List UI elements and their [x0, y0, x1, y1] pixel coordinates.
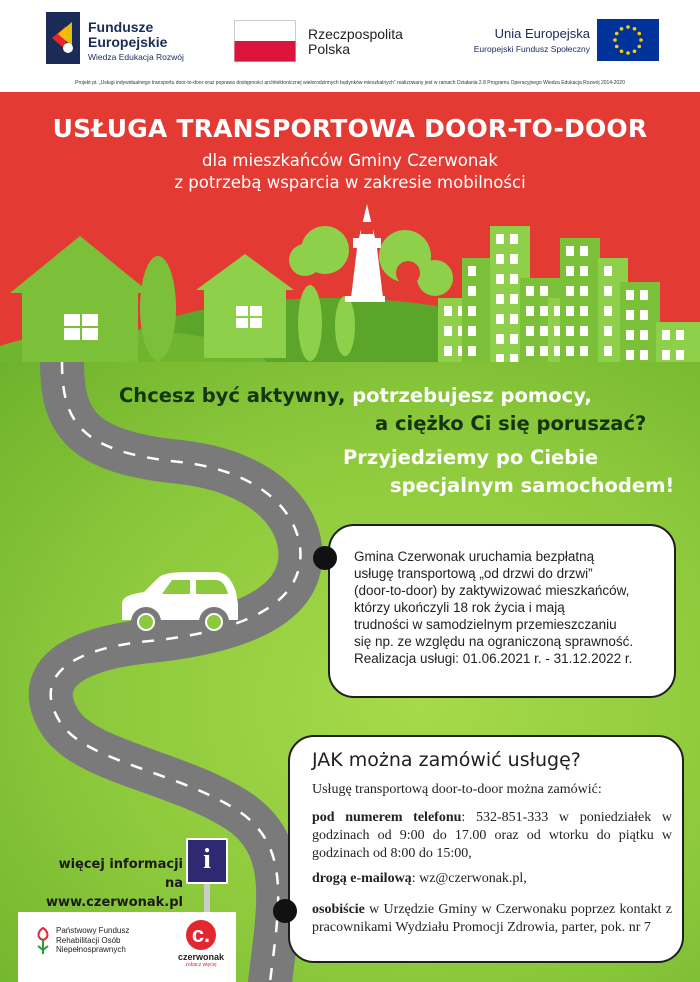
office-label: osobiście: [312, 902, 365, 917]
partner-logos: [18, 912, 236, 982]
info-line: (door-to-door) by zaktywizować mieszkańców,: [354, 583, 630, 598]
card-connector-dot: [273, 899, 297, 923]
office-text: w Urzędzie Gminy w Czerwonaku poprzez kontakt z pracownikami Wydziału Promocji Zdrowia, parter, pok. nr 7: [312, 902, 672, 935]
info-line: którzy ukończyli 18 rok życia i mają: [354, 600, 565, 615]
info-line: się np. ze względu na ograniczoną sprawność.: [354, 634, 634, 649]
fe-line1: Fundusze: [88, 19, 154, 35]
slogan: [0, 384, 700, 504]
sign-post: [204, 884, 210, 914]
phone-text: : 532-851-333 w poniedziałek w godzinach od 9:00 do 17.00 oraz od wtorku do piątku w godzinach od 8:00 do 15:00,: [312, 810, 672, 861]
order-intro: Usługę transportową door-to-door można zamówić:: [312, 782, 602, 797]
info-card: [328, 524, 676, 698]
fundusze-europejskie-logo: [88, 20, 184, 62]
card-connector-dot: [313, 546, 337, 570]
slogan-line4: specjalnym samochodem!: [390, 474, 675, 497]
slogan-line2: a ciężko Ci się poruszać?: [375, 412, 647, 435]
rzeczpospolita-logo: [308, 27, 403, 57]
info-sign-icon: i: [186, 838, 228, 884]
project-note: Projekt pt. „Usługi indywidualnego transportu door-to-door oraz poprawa dostępności architektonicznej wielorodzinnych budynków mieszkalnych” realizowany jest w ramach Działania 2.8 Programu Operacyjnego Wiedza Edukacja Rozwój 2014-2020: [75, 80, 625, 86]
town-skyline-illustration: [0, 198, 700, 368]
fe-line2: Europejskie: [88, 34, 168, 50]
website-link[interactable]: www.czerwonak.pl: [46, 895, 183, 910]
info-line: trudności w samodzielnym przemieszczaniu: [354, 617, 617, 632]
ue-line2: Europejski Fundusz Społeczny: [473, 44, 590, 54]
info-card-text: [354, 548, 654, 667]
order-office: [312, 901, 672, 937]
order-phone: [312, 809, 672, 863]
slogan-line1: [119, 384, 592, 408]
slogan-q1-white: potrzebujesz pomocy,: [345, 384, 592, 407]
pfron-line3: Niepełnosprawnych: [56, 945, 126, 954]
czerwonak-tagline: zobacz więcej: [185, 962, 217, 968]
rp-line2: Polska: [308, 41, 351, 57]
slogan-q1-dark: Chcesz być aktywny,: [119, 384, 346, 407]
more-info: [38, 855, 183, 912]
subtitle-line1: dla mieszkańców Gminy Czerwonak: [202, 151, 498, 170]
order-card: [288, 735, 684, 963]
email-text: : wz@czerwonak.pl,: [411, 871, 527, 886]
rp-line1: Rzeczpospolita: [308, 26, 403, 42]
order-heading: JAK można zamówić usługę?: [312, 749, 581, 771]
logo-bar: [0, 0, 700, 78]
slogan-line3: Przyjedziemy po Ciebie: [343, 446, 599, 469]
phone-label: pod numerem telefonu: [312, 810, 462, 825]
more-info-label: więcej informacji na: [58, 857, 183, 891]
info-line: Realizacja usługi: 01.06.2021 r. - 31.12.2022 r.: [354, 651, 633, 666]
polish-flag-icon: [234, 20, 296, 62]
ue-line1: Unia Europejska: [494, 26, 590, 41]
czerwonak-name: czerwonak: [177, 952, 225, 962]
order-email: [312, 870, 672, 888]
info-line: usługę transportową „od drzwi do drzwi”: [354, 566, 593, 581]
unia-europejska-logo: [445, 26, 590, 54]
czerwonak-logo: [170, 920, 232, 968]
pfron-line2: Rehabilitacji Osób: [56, 935, 121, 945]
page-title: USŁUGA TRANSPORTOWA DOOR-TO-DOOR: [52, 114, 648, 143]
pfron-logo: [56, 926, 129, 955]
eu-flag-icon: [597, 19, 659, 61]
fundusze-europejskie-icon: [46, 12, 80, 64]
subtitle-line2: z potrzebą wsparcia w zakresie mobilności: [174, 173, 526, 192]
info-line: Gmina Czerwonak uruchamia bezpłatną: [354, 549, 595, 564]
pfron-icon: [34, 926, 52, 956]
pfron-line1: Państwowy Fundusz: [56, 926, 130, 935]
fe-line3: Wiedza Edukacja Rozwój: [88, 52, 184, 62]
czerwonak-mark-icon: c.: [186, 920, 216, 950]
email-label: drogą e-mailową: [312, 871, 412, 886]
